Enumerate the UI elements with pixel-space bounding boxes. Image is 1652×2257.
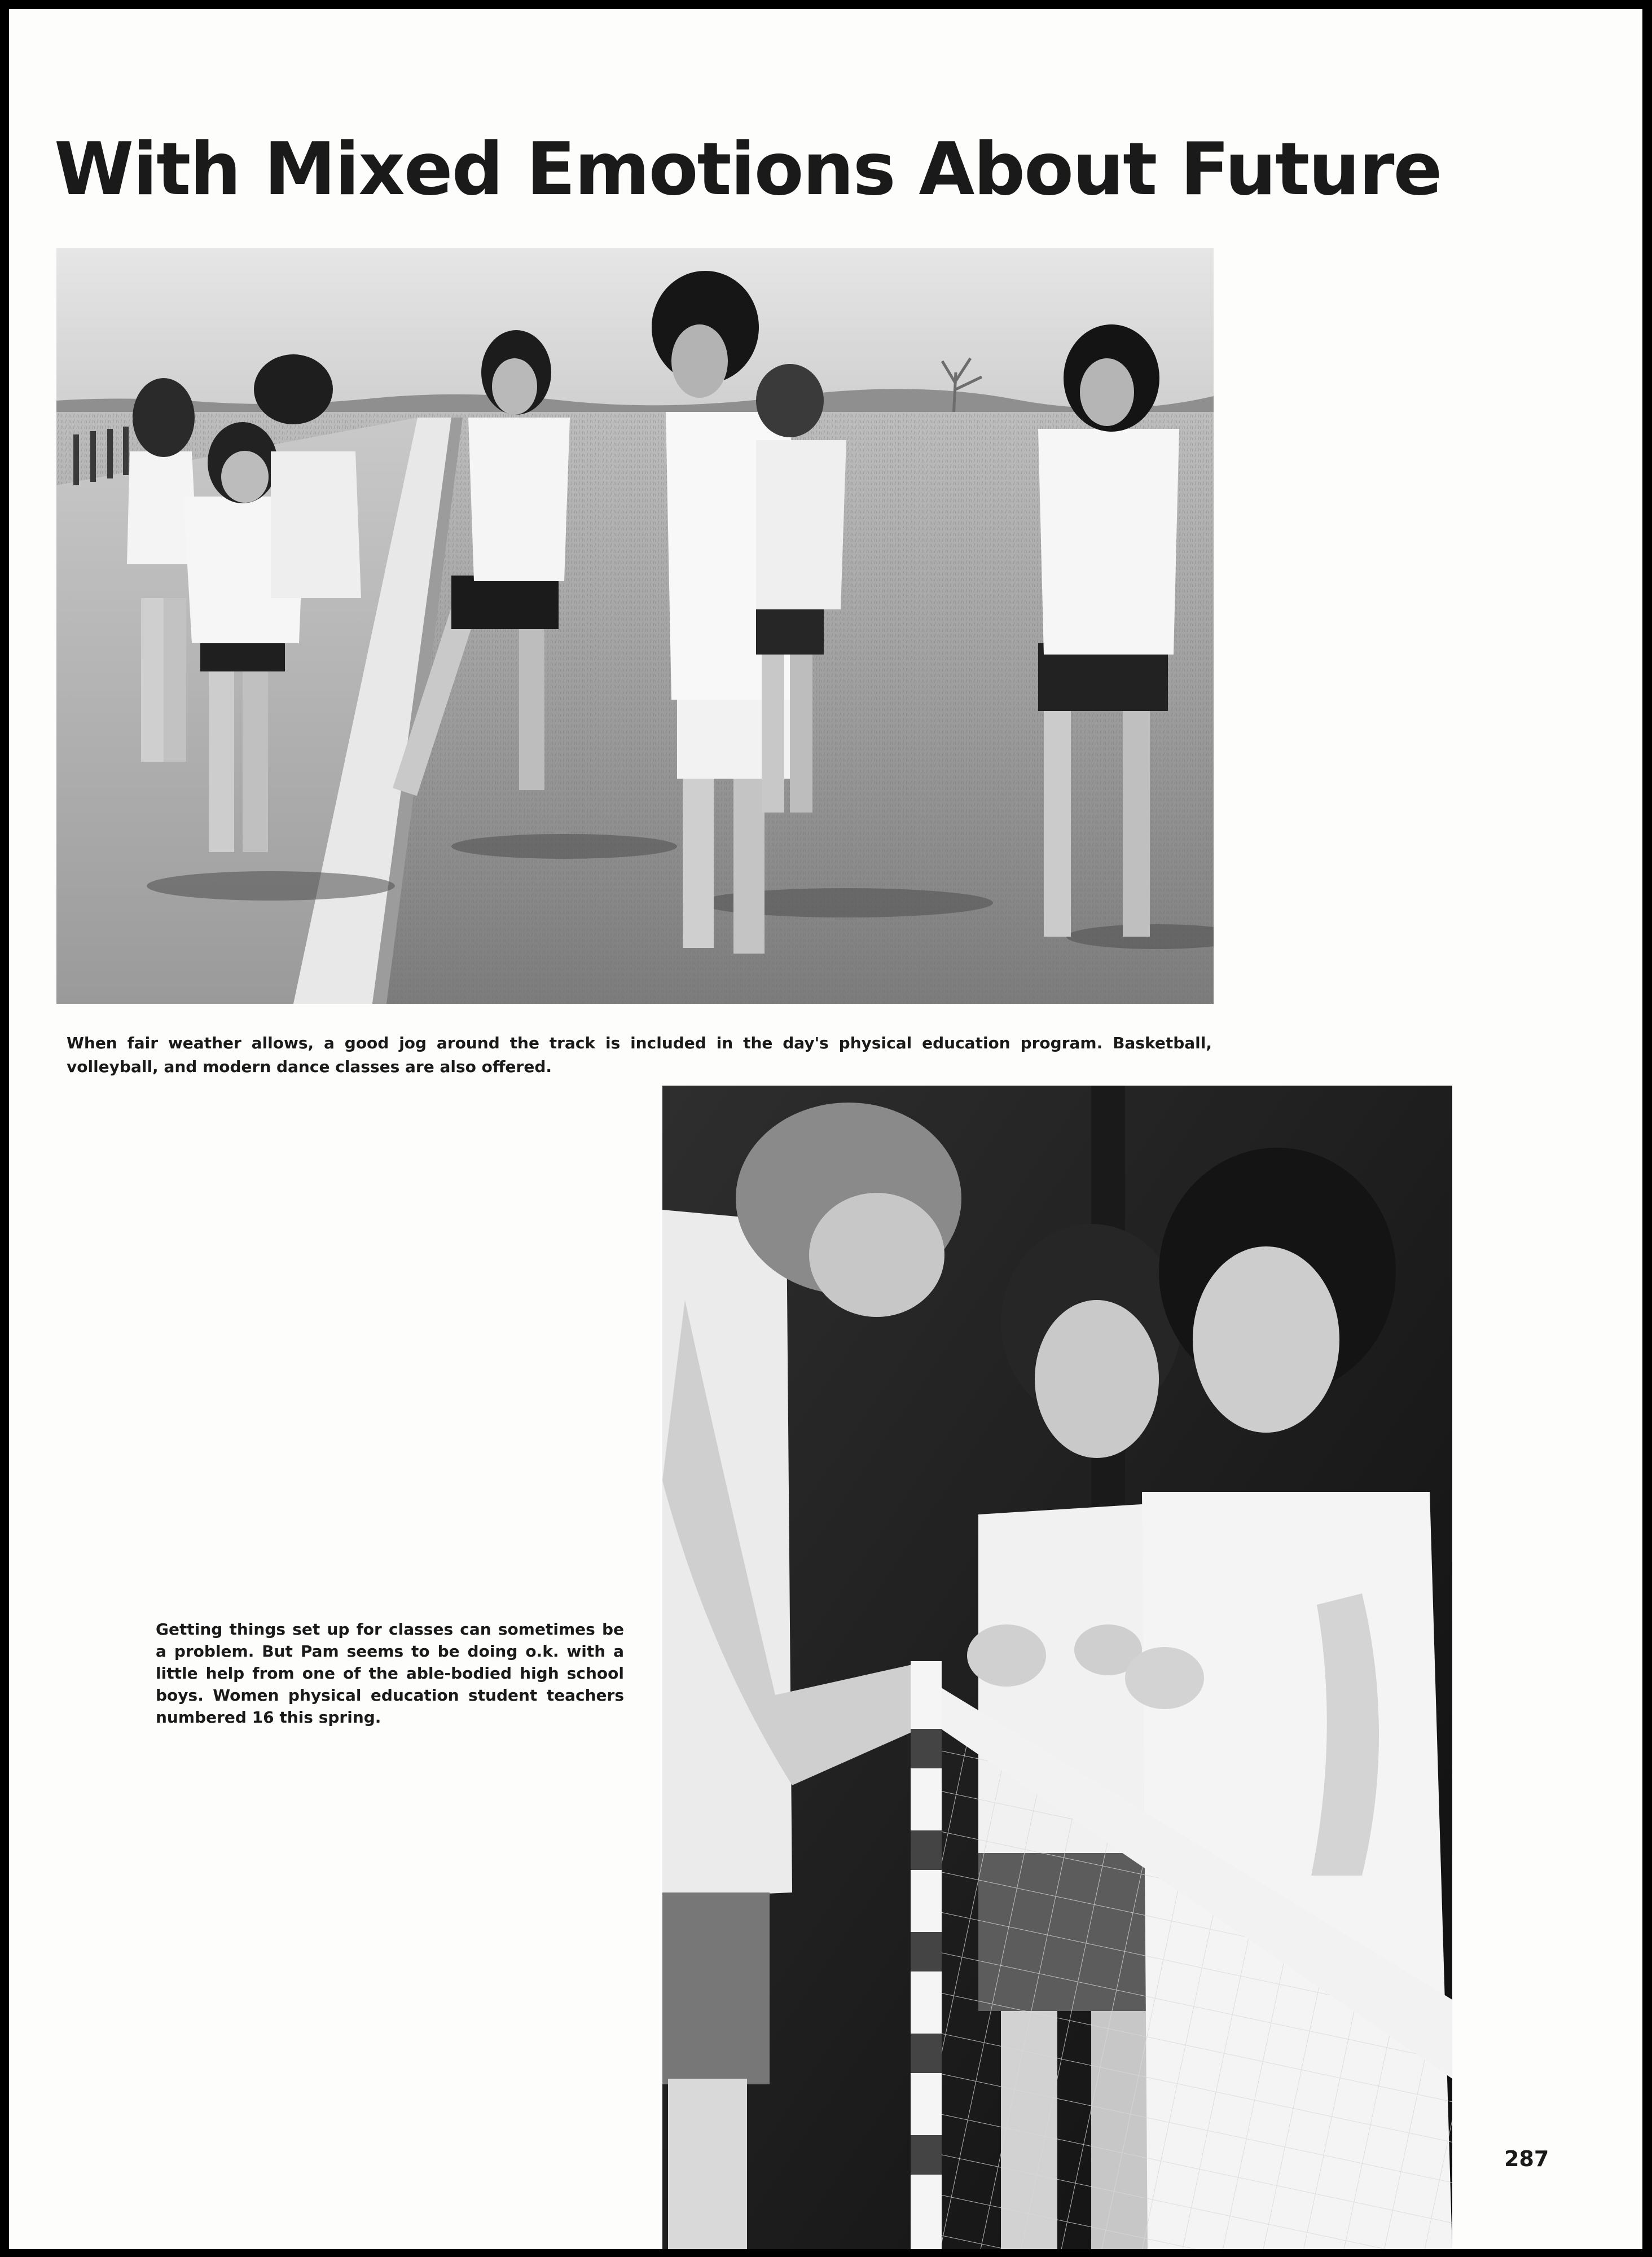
page-number: 287 bbox=[1504, 2146, 1549, 2171]
volleyball-net-photo-image bbox=[662, 1086, 1452, 2249]
track-photo-caption: When fair weather allows, a good jog around the track is included in the day's physical education program. Basketball, volleyball, and modern dance classes are also offered. bbox=[67, 1034, 1212, 1076]
volleyball-net-photo bbox=[662, 1086, 1452, 2249]
volleyball-net-photo-caption: Getting things set up for classes can sometimes be a problem. But Pam seems to be doing o.k. with a little help from one of the able-bodied high school boys. Women physical education student teachers numbered 16 this spring. bbox=[156, 1620, 624, 1727]
page-title: With Mixed Emotions About Future bbox=[54, 128, 1442, 212]
yearbook-page bbox=[9, 9, 1642, 2249]
track-photo-image bbox=[56, 248, 1214, 1004]
track-photo bbox=[56, 248, 1214, 1004]
